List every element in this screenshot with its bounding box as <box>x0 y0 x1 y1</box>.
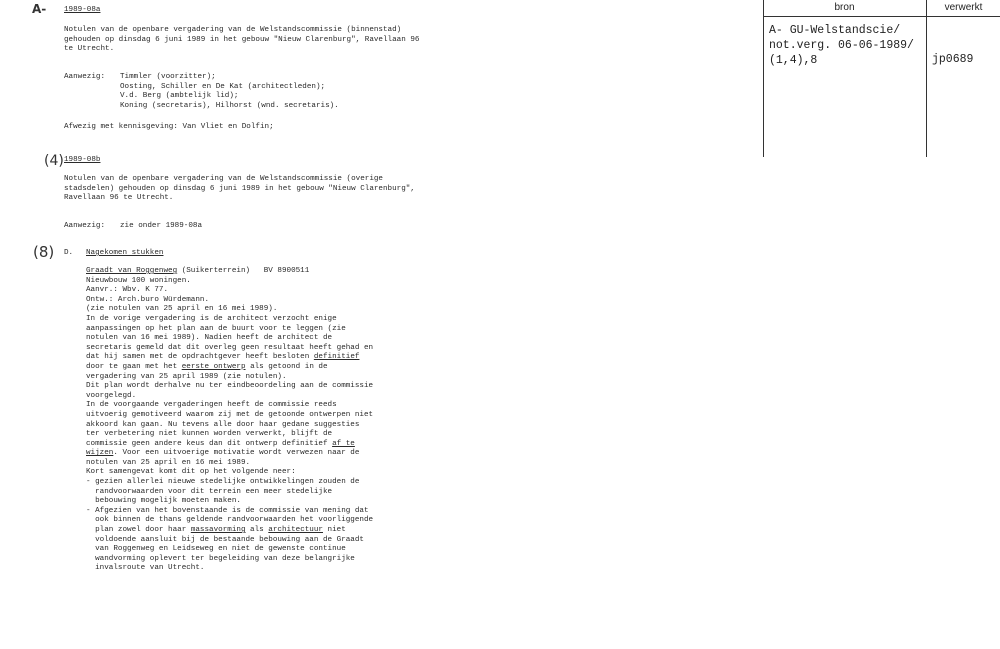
margin-mark-8: (8) <box>33 243 55 261</box>
text-line: invalsroute van Utrecht. <box>86 564 205 573</box>
verwerkt-cell: jp0689 <box>932 53 974 66</box>
text-segment: door te gaan met het <box>86 362 182 371</box>
text-line: ook binnen de thans geldende randvoorwaarden het voorliggende <box>86 516 374 525</box>
text-line <box>86 449 373 459</box>
item-title-line <box>86 267 373 277</box>
text-line: Dit plan wordt derhalve nu ter eindbeoordeling aan de commissie <box>86 382 374 391</box>
section-a-present-list <box>120 73 339 111</box>
bron-line: (1,4),8 <box>769 54 818 67</box>
text-line: Kort samengevat komt dit op het volgende neer: <box>86 468 296 477</box>
item-title: Graadt van Roggenweg <box>86 267 178 275</box>
text-line: (zie notulen van 25 april en 16 mei 1989). <box>86 305 278 314</box>
margin-mark-4: (4) <box>44 153 64 169</box>
text-line: Notulen van de openbare vergadering van de Welstandscommissie (binnenstad) <box>64 26 402 34</box>
text-line: aanpassingen op het plan aan de buurt voor te leggen (zie <box>86 324 346 333</box>
section-b-title <box>64 175 415 204</box>
underlined-massavorming: massavorming <box>190 526 246 535</box>
column-header-bron: bron <box>834 2 855 13</box>
text-line: ter verbetering niet kunnen worden verwerkt, blijft de <box>86 430 333 439</box>
text-line: V.d. Berg (ambtelijk lid); <box>120 92 239 101</box>
text-line: Timmler (voorzitter); <box>120 73 216 81</box>
table-header-divider <box>763 16 1000 17</box>
underlined-eerste-ontwerp: eerste ontwerp <box>181 362 246 371</box>
text-line: voorgelegd. <box>86 391 137 400</box>
text-line <box>86 526 373 536</box>
text-segment: niet <box>322 526 346 535</box>
text-line: notulen van 25 april en 16 mei 1989. <box>86 458 251 467</box>
text-line <box>86 440 373 450</box>
metadata-table <box>763 0 1000 157</box>
text-line: Koning (secretaris), Hilhorst (wnd. secretaris). <box>120 101 339 110</box>
text-line: notulen van 16 mei 1989). Nadien heeft de architect de <box>86 334 333 343</box>
text-segment: . Voor een uitvoerige motivatie wordt verwezen naar de <box>113 449 360 458</box>
text-line: van Roggenweg en Leidseweg en niet de gewenste continue <box>86 545 346 554</box>
underlined-architectuur: architectuur <box>268 526 323 535</box>
text-segment: als getoond in de <box>245 362 328 371</box>
text-line: uitvoerig gemotiveerd waarom zij met de getoonde ontwerpen niet <box>86 410 374 419</box>
text-segment: plan zowel door haar <box>86 526 191 535</box>
text-line: akkoord kan gaan. Nu tevens alle door haar gedane suggesties <box>86 420 360 429</box>
section-b-present-label: Aanwezig: <box>64 222 106 230</box>
section-a-title <box>64 26 419 55</box>
text-line: voldoende aansluit bij de bestaande bebouwing aan de Graadt <box>86 535 364 544</box>
item-title-rest: (Suikerterrein) BV 8900511 <box>177 267 310 275</box>
margin-mark-a: A- <box>32 2 47 16</box>
text-line: Ontw.: Arch.buro Würdemann. <box>86 295 210 304</box>
column-header-verwerkt: verwerkt <box>944 2 983 13</box>
section-d-letter: D. <box>64 249 74 257</box>
section-a-present-label: Aanwezig: <box>64 73 106 81</box>
text-segment: commissie geen andere keus dan dit ontwerp definitief <box>86 439 333 448</box>
text-line: - gezien allerlei nieuwe stedelijke ontwikkelingen zouden de <box>86 478 360 487</box>
text-line: - Afgezien van het bovenstaande is de commissie van mening dat <box>86 506 369 515</box>
text-line: In de voorgaande vergaderingen heeft de commissie reeds <box>86 401 337 410</box>
text-line: Aanvr.: Wbv. K 77. <box>86 286 169 295</box>
bron-cell <box>769 23 914 68</box>
text-line: secretaris gemeld dat dit overleg geen resultaat heeft gehad en <box>86 343 374 352</box>
text-line: gehouden op dinsdag 6 juni 1989 in het gebouw "Nieuw Clarenburg", Ravellaan 96 <box>64 35 420 44</box>
text-line: randvoorwaarden voor dit terrein een meer stedelijke <box>86 487 333 496</box>
text-line <box>86 353 373 363</box>
bron-line: not.verg. 06-06-1989/ <box>769 39 914 52</box>
text-line: vergadering van 25 april 1989 (zie notulen). <box>86 372 287 381</box>
text-line: bebouwing mogelijk moeten maken. <box>86 497 241 506</box>
underlined-af-te: af te <box>332 439 355 448</box>
text-line: Nieuwbouw 100 woningen. <box>86 276 191 285</box>
text-line: Oosting, Schiller en De Kat (architectleden); <box>120 82 326 91</box>
table-column-divider <box>926 0 927 157</box>
section-a-absent: Afwezig met kennisgeving: Van Vliet en Dolfin; <box>64 123 274 131</box>
text-line: stadsdelen) gehouden op dinsdag 6 juni 1989 in het gebouw "Nieuw Clarenburg", <box>64 184 415 193</box>
text-line: te Utrecht. <box>64 45 115 54</box>
text-segment: dat hij samen met de opdrachtgever heeft besloten <box>86 353 314 362</box>
section-d-heading: Nagekomen stukken <box>86 249 164 257</box>
underlined-wijzen: wijzen <box>86 449 114 458</box>
text-segment: als <box>245 526 269 535</box>
bron-line: A- GU-Welstandscie/ <box>769 24 901 37</box>
section-b-present-value: zie onder 1989-08a <box>120 222 203 230</box>
section-a-ref: 1989-08a <box>64 6 101 14</box>
text-line <box>86 363 373 373</box>
text-line: In de vorige vergadering is de architect verzocht enige <box>86 314 337 323</box>
table-border-left <box>763 0 764 157</box>
section-b-ref: 1989-08b <box>64 156 101 164</box>
text-line: Ravellaan 96 te Utrecht. <box>64 194 174 203</box>
text-line: wandvorming oplevert ter begeleiding van deze belangrijke <box>86 554 355 563</box>
text-line: Notulen van de openbare vergadering van de Welstandscommissie (overige <box>64 175 383 183</box>
section-d-body <box>86 267 373 574</box>
underlined-definitief: definitief <box>313 353 360 362</box>
